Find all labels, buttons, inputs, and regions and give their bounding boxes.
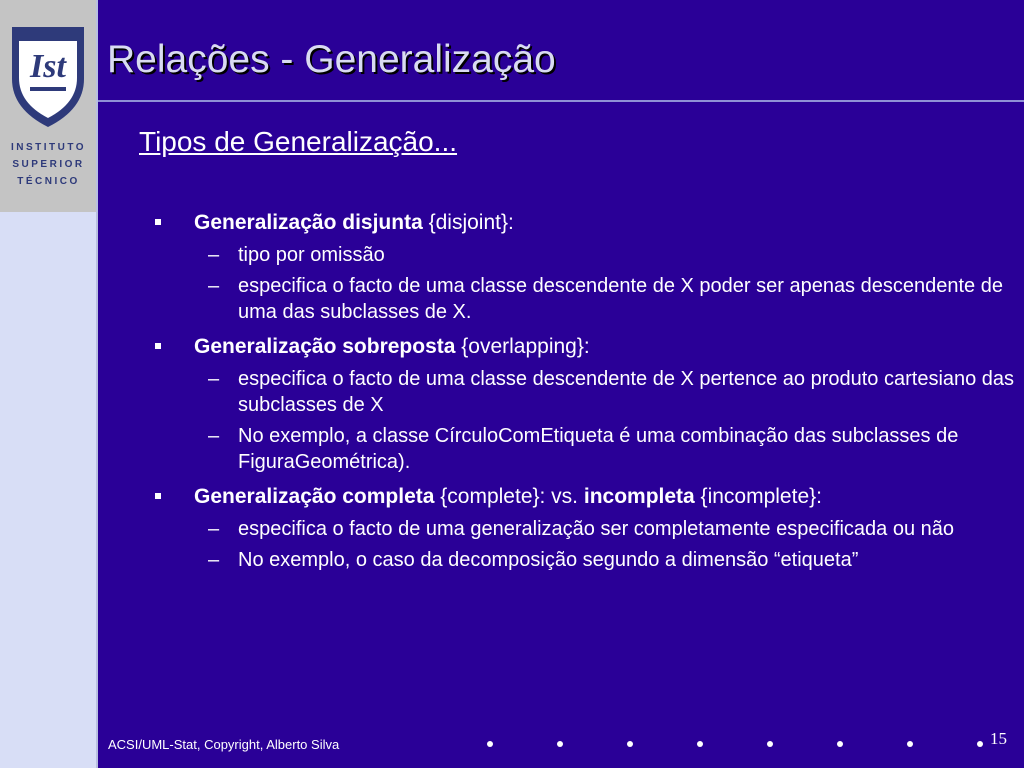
bullet-text: {complete}: vs.: [434, 485, 584, 508]
bullet-item: [155, 208, 1015, 237]
bullet-item: [155, 332, 1015, 361]
bullet-item: [155, 482, 1015, 511]
footer-dot-icon: [557, 741, 563, 747]
dash-icon: –: [208, 518, 220, 540]
sub-item: [155, 516, 1015, 542]
dash-icon: –: [208, 549, 220, 571]
bullet-text: {overlapping}:: [455, 335, 590, 358]
footer-dot-icon: [487, 741, 493, 747]
bullet-text: {incomplete}:: [694, 485, 822, 508]
title-divider: [98, 100, 1024, 102]
sub-item-text: especifica o facto de uma classe descendente de X poder ser apenas descendente de uma das subclasses de X.: [238, 275, 1003, 323]
page-number: 15: [990, 729, 1007, 748]
shield-icon: [12, 27, 84, 127]
dash-icon: –: [208, 425, 220, 447]
bullet-term: incompleta: [583, 485, 695, 508]
bullet-list: [155, 208, 1015, 573]
logo-text-line: TÉCNICO: [17, 176, 80, 187]
bullet-text: {disjoint}:: [422, 211, 514, 234]
footer-dot-icon: [977, 741, 983, 747]
sub-item: [155, 366, 1015, 418]
dash-icon: –: [208, 244, 220, 266]
sub-item: [155, 242, 1015, 268]
bullet-term: Generalização completa: [194, 485, 435, 508]
sub-item-text: especifica o facto de uma classe descendente de X pertence ao produto cartesiano das subclasses de X: [238, 368, 1015, 416]
footer-dot-icon: [837, 741, 843, 747]
sub-item: [155, 547, 1015, 573]
logo-text-line: INSTITUTO: [10, 142, 87, 153]
bullet-term: Generalização disjunta: [194, 211, 423, 234]
footer-dot-icon: [697, 741, 703, 747]
sub-item-text: especifica o facto de uma generalização ser completamente especificada ou não: [238, 518, 954, 540]
sub-item: [155, 423, 1015, 475]
sidebar: [0, 0, 97, 768]
slide-title: Relações - Generalização: [107, 38, 556, 81]
bullet-icon: [155, 343, 161, 349]
sub-item-text: No exemplo, a classe CírculoComEtiqueta é uma combinação das subclasses de FiguraGeométrica).: [238, 425, 959, 473]
slide-subtitle: Tipos de Generalização...: [139, 126, 458, 157]
footer-dot-icon: [767, 741, 773, 747]
logo-text-line: SUPERIOR: [12, 159, 85, 170]
footer-dot-icon: [627, 741, 633, 747]
bullet-icon: [155, 493, 161, 499]
bullet-term: Generalização sobreposta: [194, 335, 456, 358]
sidebar-divider: [96, 0, 98, 768]
dash-icon: –: [208, 368, 220, 390]
bullet-icon: [155, 219, 161, 225]
sub-item-text: No exemplo, o caso da decomposição segundo a dimensão “etiqueta”: [238, 549, 859, 571]
dash-icon: –: [208, 275, 220, 297]
logo-mark: Ist: [30, 48, 66, 85]
sub-item-text: tipo por omissão: [238, 244, 385, 266]
footer-copyright: ACSI/UML-Stat, Copyright, Alberto Silva: [108, 737, 340, 752]
footer-dot-icon: [907, 741, 913, 747]
sub-item: [155, 273, 1015, 325]
ist-logo: [0, 0, 97, 212]
